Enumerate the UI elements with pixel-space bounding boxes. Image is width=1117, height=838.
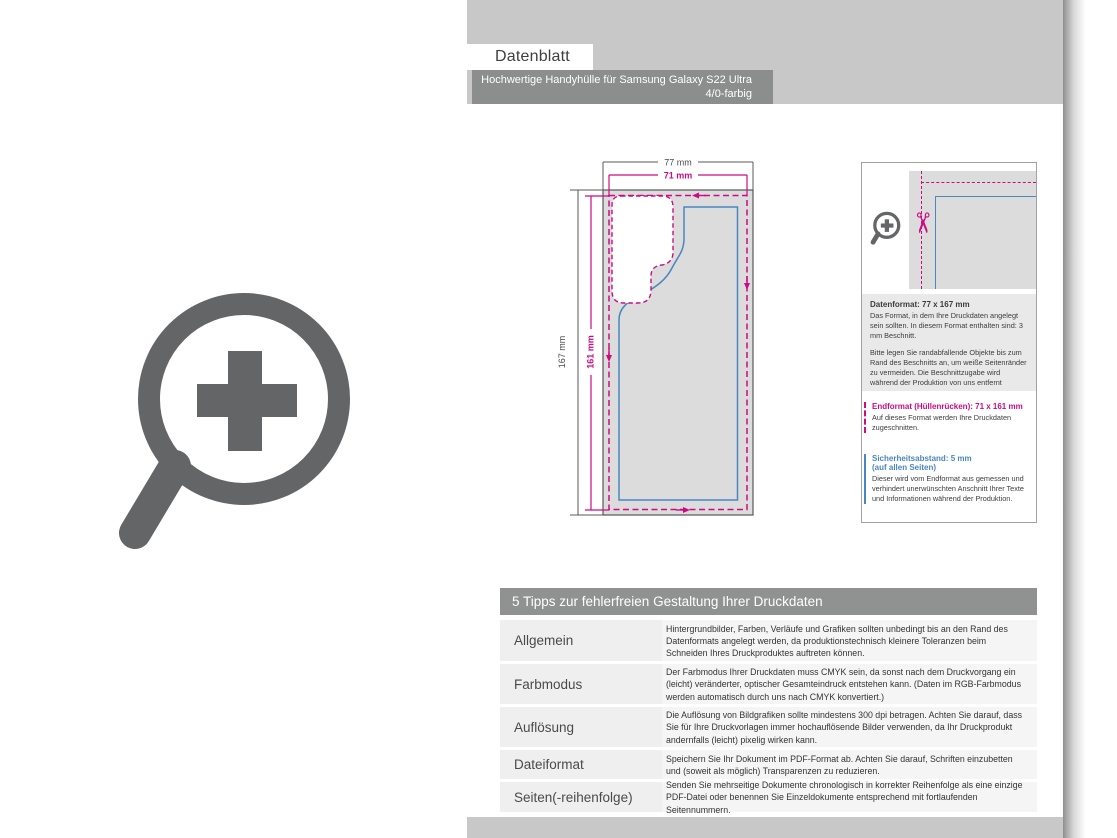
tip-text: Die Auflösung von Bildgrafiken sollte mindestens 300 dpi betragen. Achten Sie darauf, dass Sie für Ihre Druckvorlagen immer hochauflösende Bilder verwenden, da Ihr Druckprodukt andernfalls (leicht) pixelig wirken kann.	[662, 707, 1037, 747]
endformat-section	[864, 402, 1032, 433]
endformat-text: Auf dieses Format werden Ihre Druckdaten zugeschnitten.	[872, 413, 1012, 433]
product-title-band	[472, 70, 773, 104]
dim-height-inner-label: 161 mm	[585, 335, 596, 369]
product-title: Hochwertige Handyhülle für Samsung Galaxy S22 Ultra	[481, 74, 752, 86]
tip-text: Speichern Sie Ihr Dokument im PDF-Format ab. Achten Sie darauf, Schriften einzubetten und (soweit als möglich) Transparenzen zu reduzieren.	[662, 750, 1037, 779]
tips-table-title: 5 Tipps zur fehlerfreien Gestaltung Ihrer Druckdaten	[500, 588, 1037, 615]
page-title: Datenblatt	[467, 44, 593, 70]
sicherheitsabstand-text: Dieser wird vom Endformat aus gemessen und verhindert unerwünschten Anschnitt Ihrer Texte und Informationen während der Produktion.	[872, 474, 1024, 504]
table-row	[500, 780, 1037, 815]
detail-cut-line	[921, 182, 1036, 183]
footer-gray-band	[467, 817, 1063, 838]
tip-text: Hintergrundbilder, Farben, Verläufe und Grafiken sollten unbedingt bis an den Rand des Datenformats angelegt werden, da produktionstechnisch kleinere Toleranzen beim Schneiden Ihres Druckproduktes auftreten können.	[662, 620, 1037, 661]
color-spec: 4/0-farbig	[705, 88, 752, 100]
format-info-panel	[861, 162, 1037, 523]
scissors-icon: ✂	[907, 211, 938, 235]
datenformat-text-2: Bitte legen Sie randabfallende Objekte bis zum Rand des Beschnitts an, um weiße Seitenränder zu vermeiden. Die Beschnittzugabe wird während der Produktion von uns entfernt	[870, 348, 1027, 388]
table-row	[500, 620, 1037, 661]
table-row	[500, 750, 1037, 779]
detail-safety-line	[935, 196, 1036, 197]
zoom-plus-icon	[95, 285, 365, 555]
page-edge-shadow	[1063, 0, 1087, 838]
tip-label: Farbmodus	[500, 664, 662, 704]
table-row	[500, 707, 1037, 747]
zoom-plus-icon	[868, 211, 902, 245]
datenformat-heading: Datenformat: 77 x 167 mm	[870, 300, 970, 309]
tips-table	[500, 620, 1037, 815]
tip-text: Senden Sie mehrseitige Dokumente chronologisch in korrekter Reihenfolge als eine einzige PDF-Datei oder benennen Sie Einzeldokumente entsprechend mit fortlaufenden Seitennummern.	[662, 782, 1037, 812]
tip-label: Allgemein	[500, 620, 662, 661]
endformat-heading: Endformat (Hüllenrücken): 71 x 161 mm	[872, 402, 1023, 411]
sicherheitsabstand-section	[864, 454, 1032, 504]
phone-case-diagram	[548, 150, 778, 530]
tip-label: Auflösung	[500, 707, 662, 747]
sicherheitsabstand-subheading: (auf allen Seiten)	[872, 463, 937, 472]
tip-text: Der Farbmodus Ihrer Druckdaten muss CMYK sein, da sonst nach dem Druckvorgang ein (leicht) veränderter, optischer Gesamteindruck entstehen kann. (Daten im RGB-Farbmodus werden automatisch durch uns nach CMYK konvertiert.)	[662, 664, 1037, 704]
dim-width-outer-label: 77 mm	[664, 157, 692, 168]
datenformat-text-1: Das Format, in dem Ihre Druckdaten angelegt sein sollten. In diesem Format enthalten sind: 3 mm Beschnitt.	[870, 311, 1023, 341]
sicherheitsabstand-heading: Sicherheitsabstand: 5 mm	[872, 454, 972, 463]
dim-height-outer-label: 167 mm	[557, 335, 567, 369]
dim-width-inner-label: 71 mm	[663, 170, 693, 181]
datenformat-section	[862, 294, 1036, 391]
plus-glyph	[197, 351, 297, 451]
table-row	[500, 664, 1037, 704]
tip-label: Seiten(-reihenfolge)	[500, 782, 662, 812]
tip-label: Dateiformat	[500, 750, 662, 779]
